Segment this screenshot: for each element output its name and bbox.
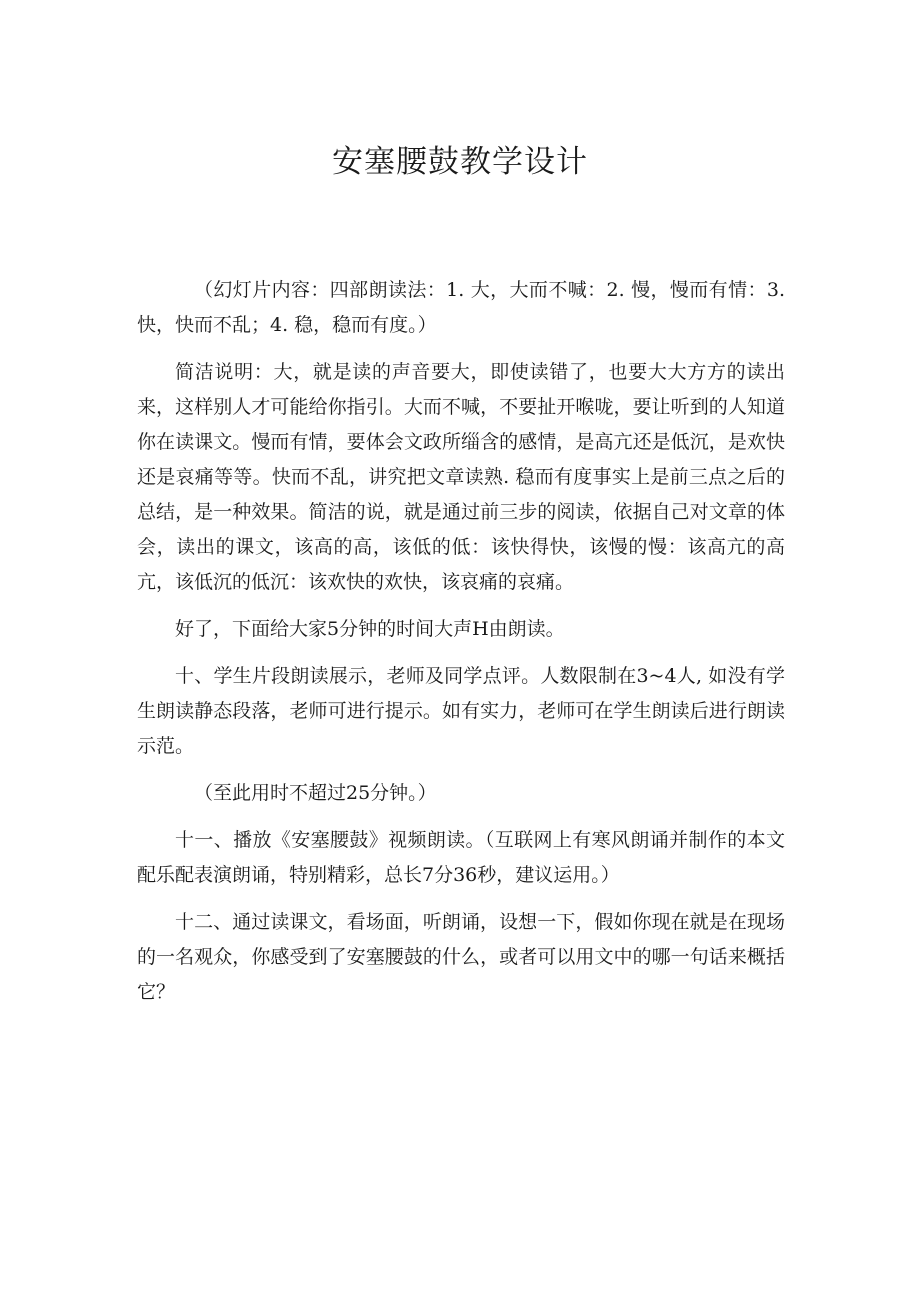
time-note-paragraph: （至此用时不超过25分钟。） <box>194 782 437 804</box>
step-ten-paragraph: 十、学生片段朗读展示，老师及同学点评。人数限制在3~4人, 如没有学生朗读静态段落，老师可进行提示。如有实力，老师可在学生朗读后进行朗读示范。 <box>137 665 785 757</box>
slide-content-paragraph: （幻灯片内容：四部朗读法：1. 大，大而不喊：2. 慢，慢而有情：3. 快，快而不乱；4. 稳，稳而有度。） <box>137 279 785 336</box>
document-title: 安塞腰鼓教学设计 <box>332 144 588 180</box>
reading-instruction-paragraph: 好了，下面给大家5分钟的时间大声H由朗读。 <box>175 618 565 640</box>
step-eleven-paragraph: 十一、播放《安塞腰鼓》视频朗读。（互联网上有寒风朗诵并制作的本文配乐配表演朗诵，特别精彩，总长7分36秒，建议运用。） <box>137 829 785 886</box>
document-body <box>137 273 785 1022</box>
step-twelve-paragraph: 十二、通过读课文，看场面，听朗诵，设想一下，假如你现在就是在现场的一名观众，你感受到了安塞腰鼓的什么，或者可以用文中的哪一句话来概括它？ <box>137 911 785 1003</box>
explanation-paragraph: 简洁说明：大，就是读的声音要大，即使读错了，也要大大方方的读出来，这样别人才可能给你指引。大而不喊，不要扯开喉咙，要让听到的人知道你在读课文。慢而有情，要体会文政所缁含的感情，是高亢还是低沉，是欢快还是哀痛等等。快而不乱，讲究把文章读熟. 稳而有度事实上是前三点之后的总结，是一种效果。简洁的说，就是通过前三步的阅读，依据自己对文章的体会，读出的课文，该高的高，该低的低：该快得快，该慢的慢：该高亢的高亢，该低沉的低沉：该欢快的欢快，该哀痛的哀痛。 <box>137 361 785 593</box>
